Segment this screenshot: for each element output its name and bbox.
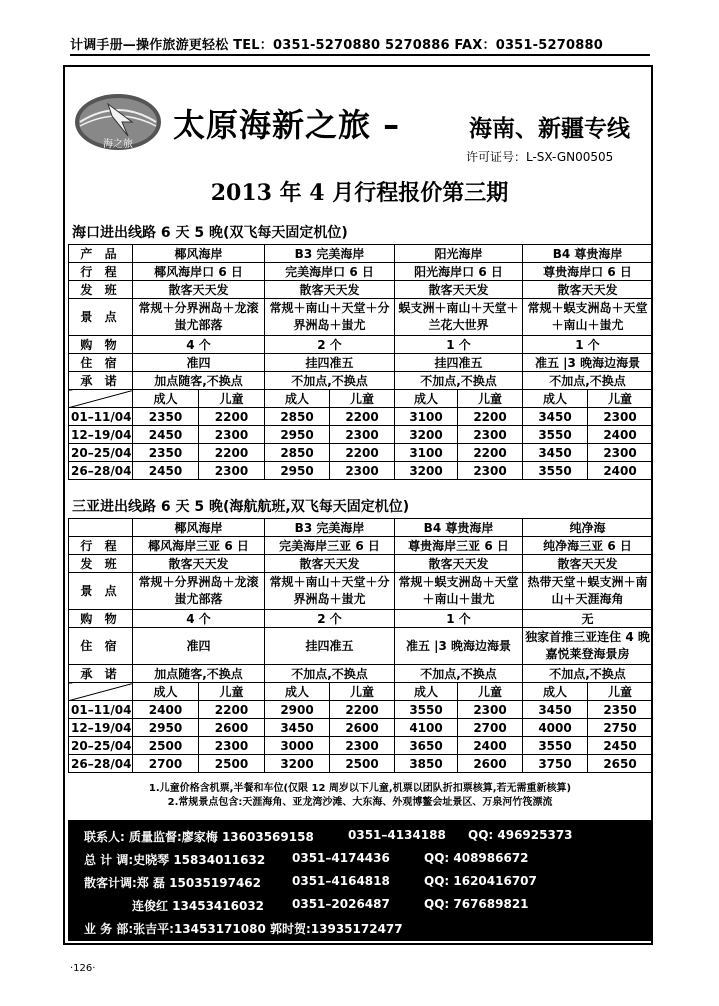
product-name: 椰风海岸 — [133, 519, 265, 537]
promise-row: 承 诺 加点随客,不换点 不加点,不换点 不加点,不换点 不加点,不换点 — [69, 665, 653, 683]
price-row: 12–19/04 2450 2300 2950 2300 3200 2300 3550 2400 — [69, 426, 653, 444]
product-row — [69, 519, 653, 537]
price-row: 01–11/04 2350 2200 2850 2200 3100 2200 3450 2300 — [69, 408, 653, 426]
product-name: B4 尊贵海岸 — [523, 245, 653, 263]
product-name: 纯净海 — [523, 519, 653, 537]
route2-title: 三亚进出线路 6 天 5 晚(海航航班,双飞每天固定机位) — [72, 499, 410, 515]
price-row: 20–25/04 2350 2200 2850 2200 3100 2200 3450 2300 — [69, 444, 653, 462]
departure-row: 发 班 散客天天发 散客天天发 散客天天发 散客天天发 — [69, 281, 653, 299]
price-row: 20–25/04 2500 2300 3000 2300 3650 2400 3550 2450 — [69, 737, 653, 755]
route1-title: 海口进出线路 6 天 5 晚(双飞每天固定机位) — [72, 225, 348, 241]
price-row: 12–19/04 2950 2600 3450 2600 4100 2700 4000 2750 — [69, 719, 653, 737]
spots-row: 景 点 常规＋分界洲岛＋龙滚蚩尤部落 常规＋南山＋天堂＋分界洲岛＋蚩尤 常规＋蜈支洲岛＋天堂＋南山＋蚩尤 热带天堂＋蜈支洲＋南山＋天涯海角 — [69, 573, 653, 610]
price-header-row: 成人 儿童 成人 儿童 成人 儿童 成人 儿童 — [69, 683, 653, 701]
itinerary-row: 行 程 椰风海岸口 6 日 完美海岸口 6 日 阳光海岸口 6 日 尊贵海岸口 6 日 — [69, 263, 653, 281]
departure-row: 发 班 散客天天发 散客天天发 散客天天发 散客天天发 — [69, 555, 653, 573]
product-name: 椰风海岸 — [133, 245, 265, 263]
hotel-row: 住 宿 准四 挂四准五 准五 |3 晚海边海景 独家首推三亚连住 4 晚嘉悦莱登海景房 — [69, 628, 653, 665]
route2-table — [68, 518, 653, 773]
spots-row: 景 点 常规＋分界洲岛＋龙滚蚩尤部落 常规＋南山＋天堂＋分界洲岛＋蚩尤 蜈支洲＋南山＋天堂＋兰花大世界 常规＋蜈支洲岛＋天堂＋南山＋蚩尤 — [69, 299, 653, 336]
product-row: 产 品 椰风海岸 B3 完美海岸 阳光海岸 B4 尊贵海岸 — [69, 245, 653, 263]
company-logo — [72, 92, 164, 154]
product-name: B3 完美海岸 — [265, 245, 395, 263]
issue-title: 2013 年 4 月行程报价第三期 — [210, 180, 509, 206]
notes — [68, 782, 652, 810]
price-row: 01–11/04 2400 2200 2900 2200 3550 2300 3450 2350 — [69, 701, 653, 719]
shopping-row: 购 物 4 个 2 个 1 个 1 个 — [69, 336, 653, 354]
promise-row: 承 诺 加点随客,不换点 不加点,不换点 不加点,不换点 不加点,不换点 — [69, 372, 653, 390]
product-name: B3 完美海岸 — [265, 519, 395, 537]
brand-name: 太原海新之旅 – — [173, 106, 401, 144]
brand-dash: – — [383, 106, 401, 144]
license-number: 许可证号：L-SX-GN00505 — [466, 150, 614, 164]
price-row: 26–28/04 2700 2500 3200 2500 3850 2600 3750 2650 — [69, 755, 653, 773]
itinerary-row: 行 程 椰风海岸三亚 6 日 完美海岸三亚 6 日 尊贵海岸三亚 6 日 纯净海三亚 6 日 — [69, 537, 653, 555]
shopping-row: 购 物 4 个 2 个 1 个 无 — [69, 610, 653, 628]
product-name: 阳光海岸 — [395, 245, 523, 263]
hotel-row: 住 宿 准四 挂四准五 挂四准五 准五 |3 晚海边海景 — [69, 354, 653, 372]
price-header-row: 成人 儿童 成人 儿童 成人 儿童 成人 儿童 — [69, 390, 653, 408]
contact-box: 联系人: 质量监督:廖家梅 13603569158 0351–4134188 QQ: 496925373 总 计 调:史晓琴 15834011632 0351–4174436 QQ: 408986672 散客计调:郑 磊 15035197462 0351–4164818 QQ: 1620416707 连俊红 13453416032 0351–2026487 QQ: 767689821 业 务 部:张吉平:13453171080 郭时贺:13935172477 — [68, 820, 652, 941]
note-item: 2.常规景点包含:天涯海角、亚龙湾沙滩、大东海、外观博鳌会址景区、万泉河竹筏漂流 — [167, 797, 553, 808]
product-name: B4 尊贵海岸 — [395, 519, 523, 537]
logo-text: 海之旅 — [103, 139, 133, 150]
note-item: 1.儿童价格含机票,半餐和车位(仅限 12 周岁以下儿童,机票以团队折扣票核算,若无需重新核算) — [148, 783, 572, 794]
route1-table — [68, 244, 653, 480]
header-contact-line: 计调手册—操作旅游更轻松 TEL：0351-5270880 5270886 FAX：0351-5270880 — [70, 34, 650, 56]
page-number: ·126· — [70, 963, 96, 974]
price-row: 26–28/04 2450 2300 2950 2300 3200 2300 3550 2400 — [69, 462, 653, 480]
brand-tagline: 海南、新疆专线 — [469, 116, 630, 142]
